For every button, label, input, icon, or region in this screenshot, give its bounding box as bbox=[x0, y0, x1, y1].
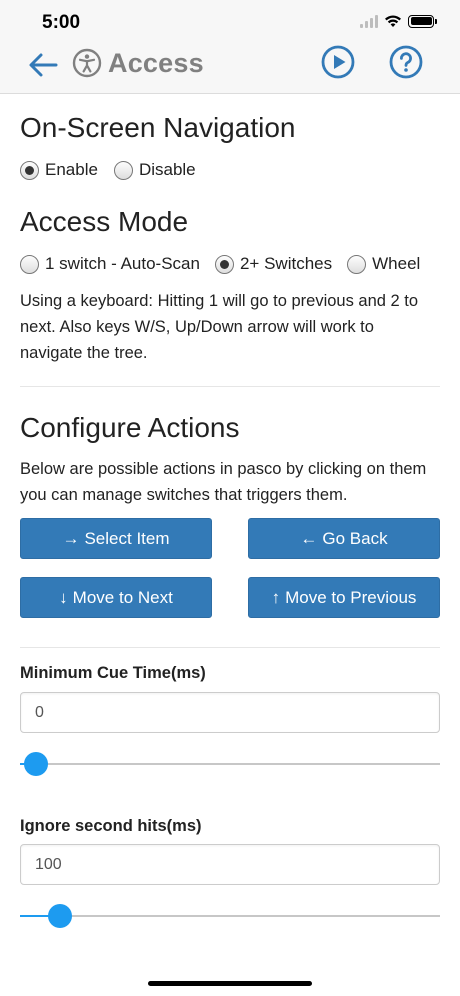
radio-disable-label: Disable bbox=[138, 160, 196, 179]
accessibility-icon bbox=[72, 48, 102, 78]
status-bar bbox=[0, 0, 460, 44]
go-back-button[interactable] bbox=[248, 518, 440, 559]
slider-thumb[interactable] bbox=[48, 904, 72, 928]
arrow-left-icon: ← bbox=[300, 528, 318, 548]
select-item-label: Select Item bbox=[84, 528, 170, 548]
move-to-next-label: Move to Next bbox=[72, 587, 173, 607]
slider-track bbox=[20, 915, 440, 917]
slider-thumb[interactable] bbox=[24, 752, 48, 776]
navigation-radio-group bbox=[20, 160, 196, 180]
radio-disable-circle[interactable] bbox=[114, 161, 133, 180]
section-title-access-mode: Access Mode bbox=[20, 206, 189, 237]
help-button[interactable] bbox=[388, 44, 424, 80]
home-indicator bbox=[148, 981, 312, 986]
arrow-down-icon: ↓ bbox=[59, 587, 68, 607]
radio-auto-scan-circle[interactable] bbox=[20, 255, 39, 274]
divider bbox=[20, 647, 440, 648]
arrow-up-icon: ↑ bbox=[271, 587, 281, 607]
min-cue-slider[interactable] bbox=[20, 750, 440, 778]
radio-wheel-circle[interactable] bbox=[347, 255, 366, 274]
select-item-button[interactable] bbox=[20, 518, 212, 559]
move-to-previous-label: Move to Previous bbox=[285, 587, 417, 607]
access-mode-radio-group bbox=[20, 254, 420, 274]
radio-wheel-label: Wheel bbox=[372, 254, 421, 273]
nav-title-group bbox=[72, 46, 204, 80]
nav-bar bbox=[0, 44, 460, 94]
radio-auto-scan[interactable] bbox=[20, 254, 200, 274]
arrow-right-icon: → bbox=[62, 528, 80, 548]
min-cue-label: Minimum Cue Time(ms) bbox=[20, 664, 206, 682]
min-cue-input[interactable] bbox=[20, 692, 440, 733]
status-time: 5:00 bbox=[42, 12, 81, 33]
signal-icon bbox=[360, 14, 378, 28]
radio-disable[interactable] bbox=[114, 160, 196, 180]
battery-icon bbox=[408, 15, 434, 28]
radio-enable[interactable] bbox=[20, 160, 98, 180]
move-to-previous-button[interactable] bbox=[248, 577, 440, 618]
divider bbox=[20, 386, 440, 387]
section-title-navigation: On-Screen Navigation bbox=[20, 112, 296, 143]
radio-enable-circle[interactable] bbox=[20, 161, 39, 180]
configure-description: Below are possible actions in pasco by clicking on them you can manage switches that triggers them. bbox=[20, 460, 427, 504]
play-circle-icon bbox=[321, 45, 355, 79]
radio-enable-label: Enable bbox=[45, 160, 98, 179]
help-circle-icon bbox=[389, 45, 423, 79]
back-button[interactable] bbox=[26, 48, 60, 82]
section-title-configure: Configure Actions bbox=[20, 412, 240, 443]
slider-track bbox=[20, 763, 440, 765]
radio-wheel[interactable] bbox=[347, 254, 420, 274]
radio-two-switches[interactable] bbox=[215, 254, 332, 274]
play-button[interactable] bbox=[320, 44, 356, 80]
radio-auto-scan-label: 1 switch - Auto-Scan bbox=[45, 254, 200, 273]
wifi-icon bbox=[384, 14, 402, 28]
radio-two-switches-label: 2+ Switches bbox=[239, 254, 333, 273]
go-back-label: Go Back bbox=[322, 528, 388, 548]
arrow-left-icon bbox=[28, 52, 58, 78]
page-title: Access bbox=[108, 47, 204, 78]
ignore-hits-label: Ignore second hits(ms) bbox=[20, 817, 202, 835]
status-icons bbox=[360, 14, 434, 28]
keyboard-description: Using a keyboard: Hitting 1 will go to previous and 2 to next. Also keys W/S, Up/Down arrow will work to navigate the tree. bbox=[20, 292, 419, 362]
ignore-hits-slider[interactable] bbox=[20, 902, 440, 930]
radio-two-switches-circle[interactable] bbox=[215, 255, 234, 274]
move-to-next-button[interactable] bbox=[20, 577, 212, 618]
ignore-hits-input[interactable] bbox=[20, 844, 440, 885]
